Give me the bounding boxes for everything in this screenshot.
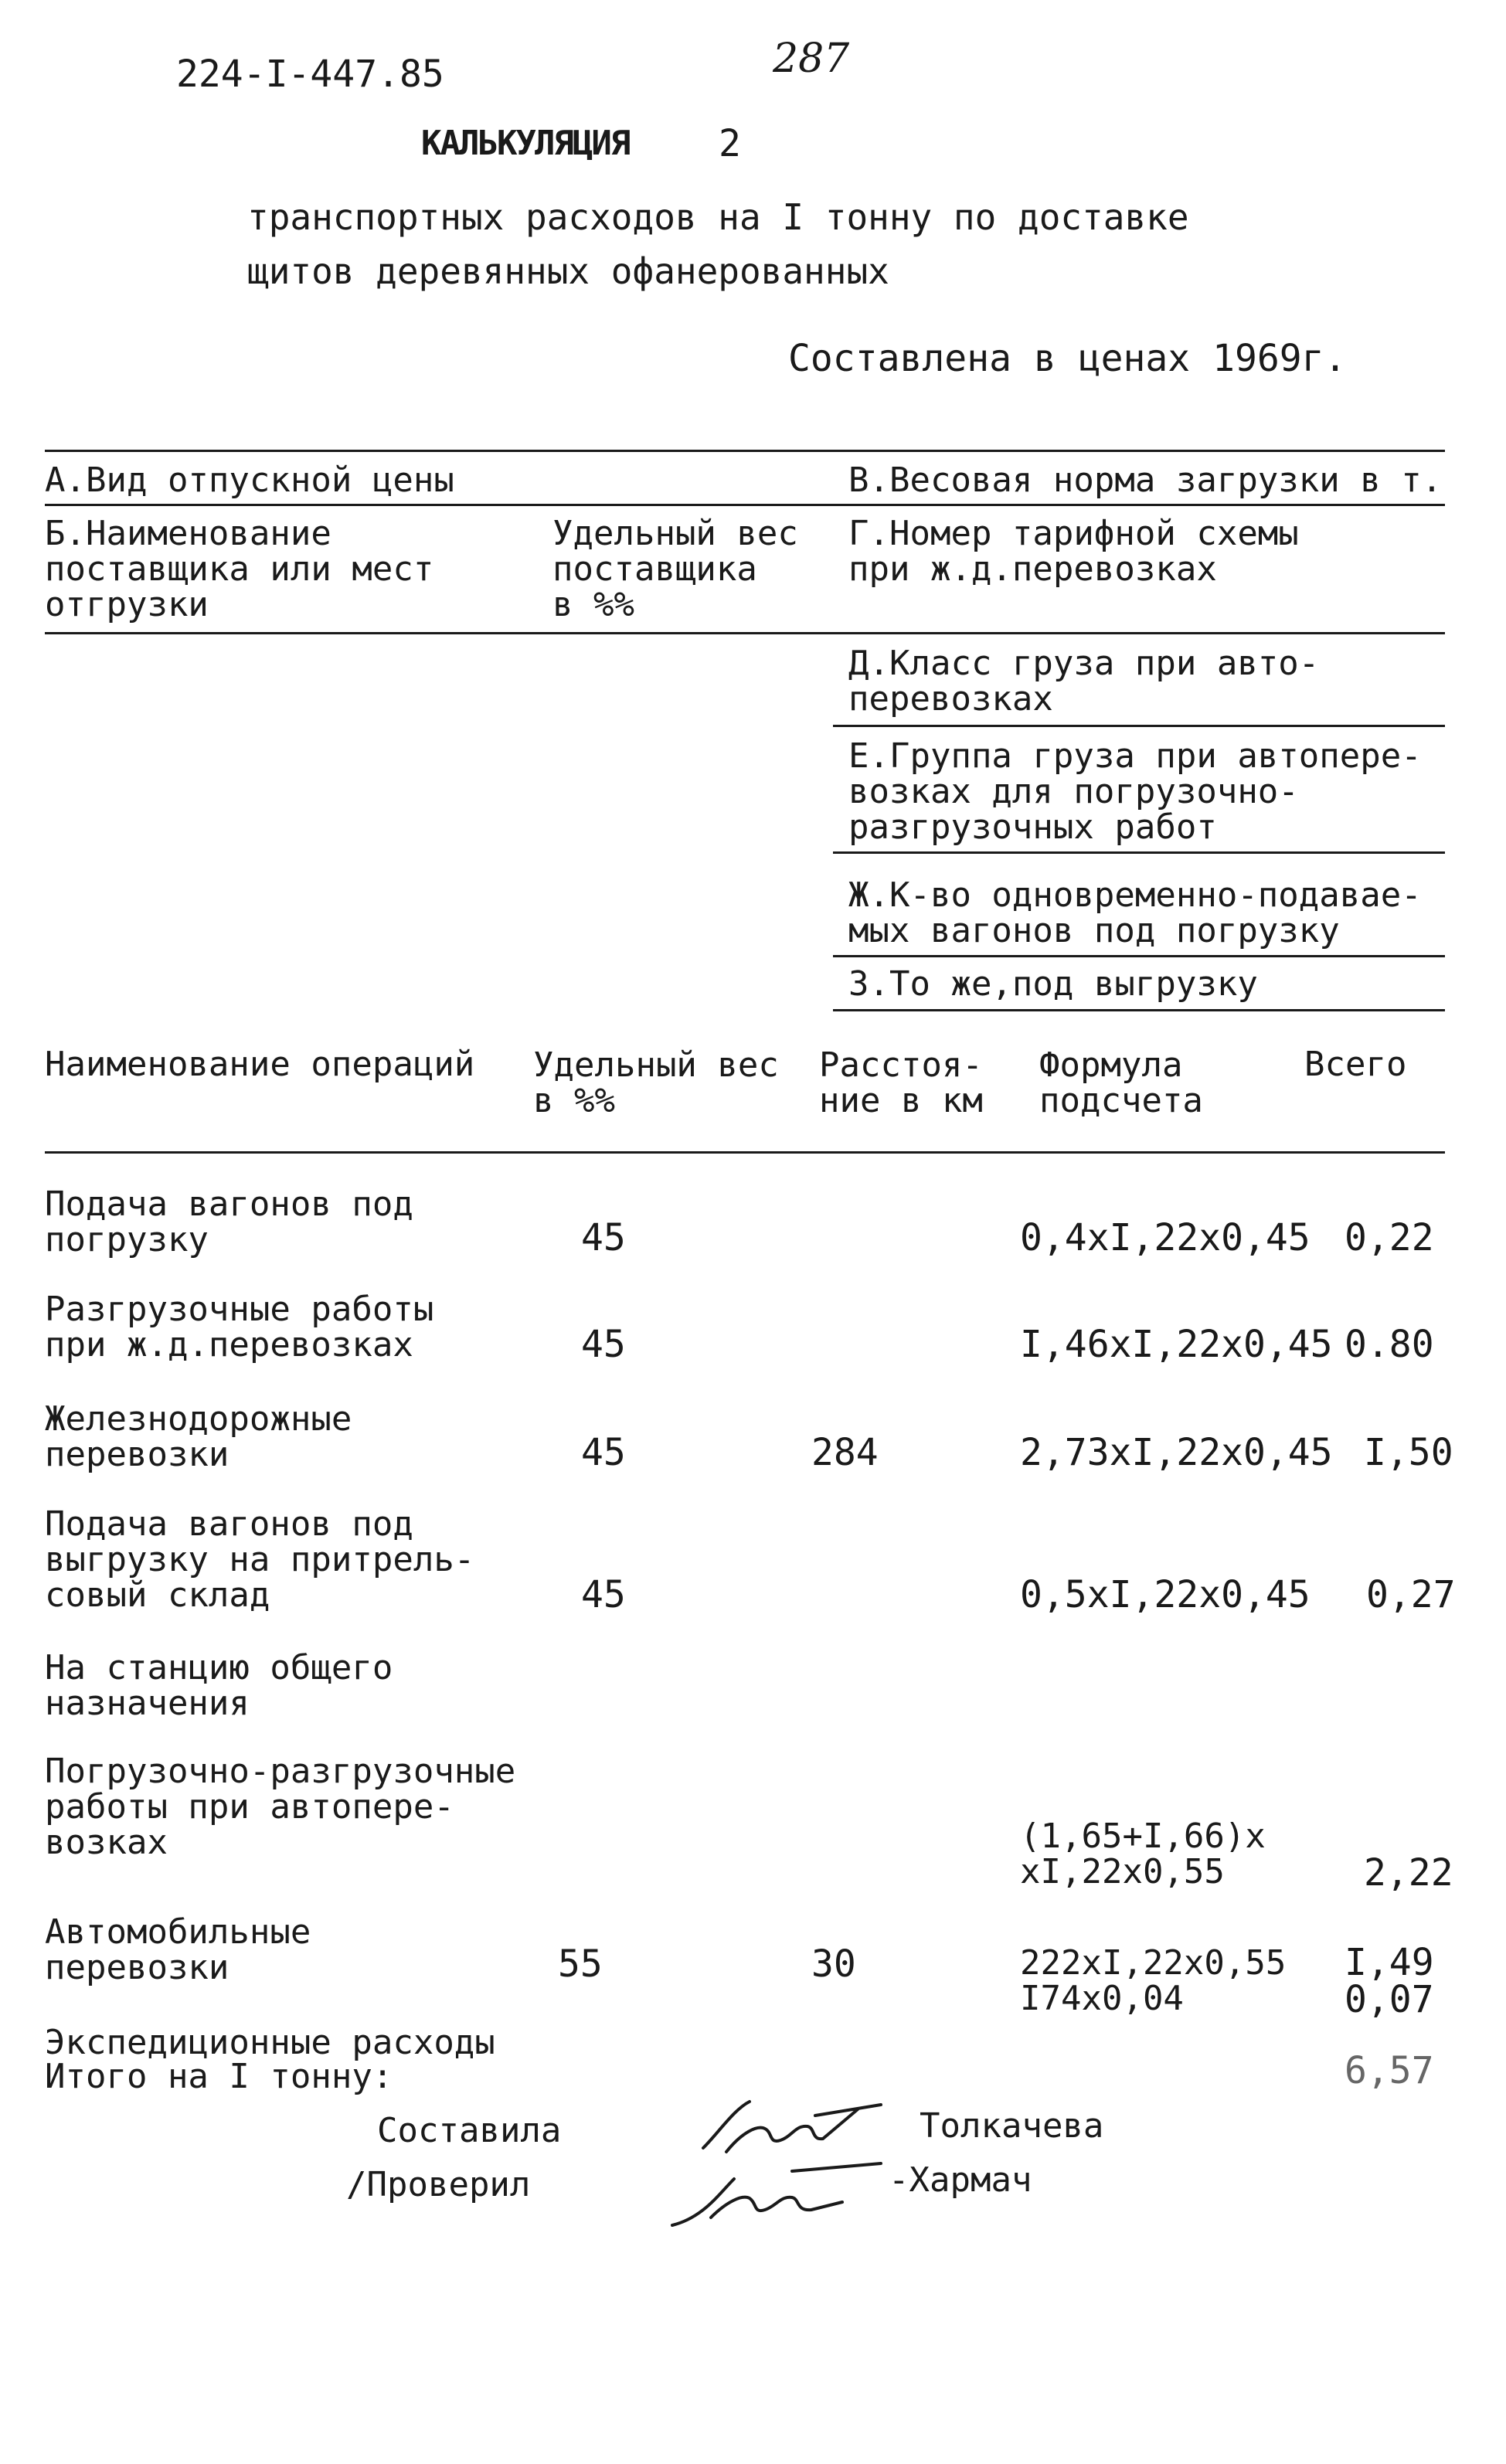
row-distance: 284 — [811, 1431, 879, 1474]
row-total: 2,22 — [1364, 1851, 1453, 1895]
page-number: 287 — [773, 36, 850, 82]
row-name: Разгрузочные работы при ж.д.перевозках — [45, 1290, 434, 1365]
row-weight: 45 — [581, 1431, 626, 1474]
rule-under-z — [833, 1009, 1445, 1011]
row-total: 0,27 — [1366, 1573, 1456, 1616]
row-formula: 222xI,22x0,55 I74x0,04 — [1020, 1943, 1287, 2018]
rule-under-zh — [833, 955, 1445, 957]
field-a-price-type: А.Вид отпускной цены — [45, 461, 454, 500]
rule-under-b — [45, 632, 1445, 634]
field-v-weight-norm: В.Весовая норма загрузки в т. — [848, 461, 1443, 500]
document-title: КАЛЬКУЛЯЦИЯ — [421, 124, 630, 163]
col-header-distance: Расстоя- ние в км — [819, 1045, 983, 1120]
field-e-cargo-group: Е.Группа груза при автопере- возках для погрузочно- разгрузочных работ — [848, 736, 1422, 847]
signature-checked — [657, 2140, 889, 2233]
total-per-ton-value: 6,57 — [1345, 2049, 1434, 2092]
checked-by-label: /Проверил — [346, 2165, 531, 2204]
checked-by-name: -Хармач — [889, 2160, 1032, 2200]
col-header-weight: Удельный вес в %% — [533, 1045, 779, 1120]
expedition-costs-label: Экспедиционные расходы — [45, 2023, 495, 2062]
row-total: 0.80 — [1345, 1323, 1434, 1366]
subtitle-line-2: щитов деревянных офанерованных — [247, 250, 889, 292]
field-z-wagons-unloading: З.То же,под выгрузку — [848, 964, 1258, 1004]
row-name: На станцию общего назначения — [45, 1648, 393, 1723]
row-name: Подача вагонов под выгрузку на притрель- совый склад — [45, 1504, 475, 1615]
row-formula: I,46xI,22x0,45 — [1020, 1323, 1333, 1366]
compiled-by-label: Составила — [377, 2111, 562, 2150]
rule-top — [45, 450, 1445, 452]
row-formula: (1,65+I,66)x xI,22x0,55 — [1020, 1817, 1266, 1891]
row-name: Железнодорожные перевозки — [45, 1399, 352, 1474]
rule-under-a — [45, 504, 1445, 506]
row-weight: 55 — [558, 1942, 603, 1986]
row-total: I,50 — [1364, 1431, 1453, 1474]
row-distance: 30 — [811, 1942, 856, 1986]
row-formula: 0,5xI,22x0,45 — [1020, 1573, 1311, 1616]
document-number: 224-I-447.85 — [176, 53, 444, 96]
field-zh-wagons-loading: Ж.К-во одновременно-подавае- мых вагонов под погрузку — [848, 875, 1422, 950]
subtitle-line-1: транспортных расходов на I тонну по доставке — [247, 196, 1189, 238]
row-name: Подача вагонов под погрузку — [45, 1184, 413, 1259]
compiled-by-name: Толкачева — [920, 2106, 1104, 2146]
row-name: Автомобильные перевозки — [45, 1912, 311, 1987]
prices-note: Составлена в ценах 1969г. — [788, 337, 1347, 380]
rule-under-headers — [45, 1151, 1445, 1154]
col-header-total: Всего — [1304, 1045, 1407, 1084]
field-b-supplier: Б.Наименование поставщика или мест отгрузки — [45, 514, 434, 624]
row-weight: 45 — [581, 1216, 626, 1259]
row-formula: 2,73xI,22x0,45 — [1020, 1431, 1333, 1474]
row-weight: 45 — [581, 1573, 626, 1616]
row-formula: 0,4xI,22x0,45 — [1020, 1216, 1311, 1259]
row-total: 0,22 — [1345, 1216, 1434, 1259]
field-g-tariff-scheme: Г.Номер тарифной схемы при ж.д.перевозках — [848, 514, 1299, 589]
row-total: I,49 0,07 — [1345, 1941, 1434, 2021]
field-d-cargo-class: Д.Класс груза при авто- перевозках — [848, 644, 1320, 719]
row-weight: 45 — [581, 1323, 626, 1366]
rule-under-d — [833, 725, 1445, 727]
total-per-ton-label: Итого на I тонну: — [45, 2057, 393, 2096]
col-header-operation-name: Наименование операций — [45, 1045, 475, 1084]
field-b-weight: Удельный вес поставщика в %% — [552, 514, 798, 624]
row-name: Погрузочно-разгрузочные работы при автопере- возках — [45, 1752, 516, 1862]
rule-under-e — [833, 851, 1445, 854]
document-title-number: 2 — [719, 122, 741, 165]
col-header-formula: Формула подсчета — [1039, 1045, 1203, 1120]
